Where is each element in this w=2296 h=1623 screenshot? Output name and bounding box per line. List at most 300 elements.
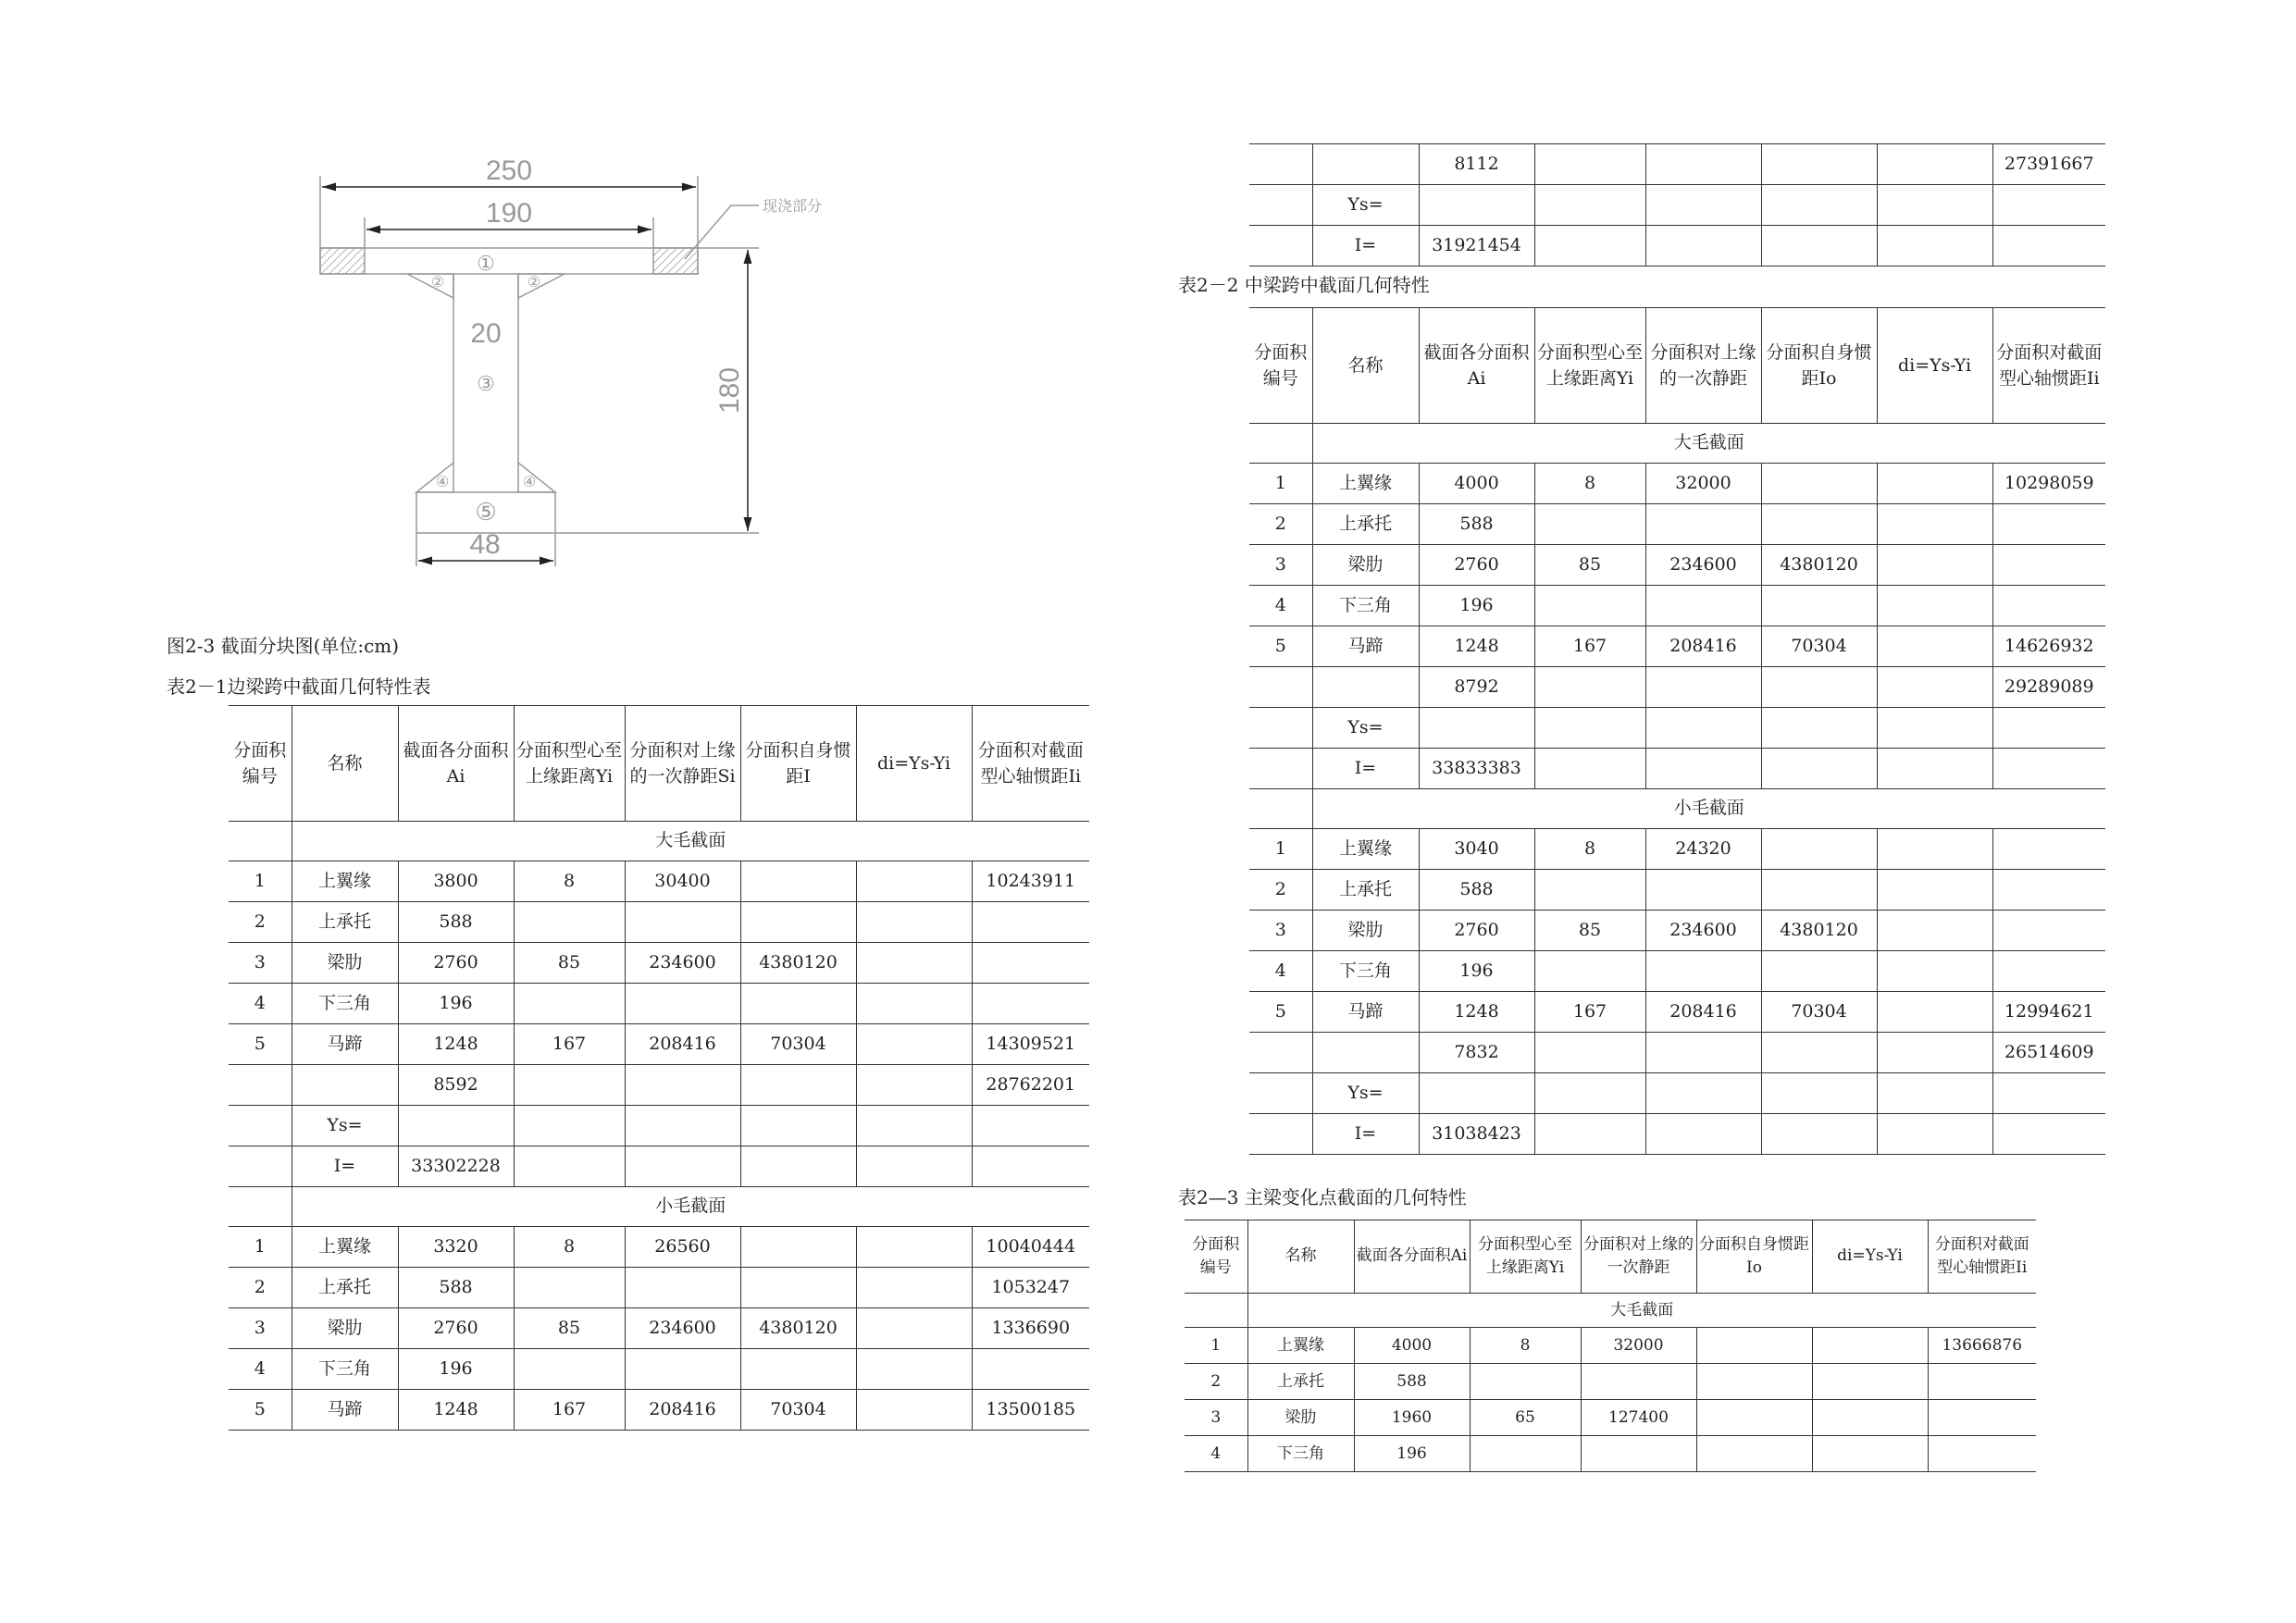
part-label-1: ① (477, 252, 495, 275)
section-title: 小毛截面 (1312, 789, 2105, 829)
table3 (1185, 1220, 2036, 1472)
header-cell: 分面积编号 (1249, 308, 1312, 424)
table-row (229, 1227, 1089, 1268)
table-cell: 5 (1249, 626, 1312, 667)
table-cell: 7832 (1419, 1033, 1534, 1073)
table-cell (1534, 504, 1645, 545)
table-cell (1812, 1364, 1928, 1400)
table-cell (1761, 1073, 1877, 1114)
table-cell (625, 1065, 740, 1106)
table-cell (972, 902, 1089, 943)
table-cell (1877, 504, 1992, 545)
table-cell (1249, 708, 1312, 749)
table-row (229, 984, 1089, 1024)
table-cell (1928, 1400, 2036, 1436)
table-cell (1581, 1436, 1696, 1472)
table-cell (1419, 185, 1534, 226)
table-cell: 下三角 (1247, 1436, 1354, 1472)
dim-height: 180 (714, 366, 745, 415)
table-row (1249, 1033, 2105, 1073)
table-cell (1761, 708, 1877, 749)
section-row (1249, 789, 2105, 829)
table-cell (1249, 144, 1312, 185)
table-cell (1928, 1364, 2036, 1400)
table-cell: 下三角 (1312, 951, 1419, 992)
table-row (1249, 144, 2105, 185)
part-label-2a: ② (430, 275, 445, 291)
table-row (229, 943, 1089, 984)
table-cell (740, 1146, 856, 1187)
table-cell (514, 984, 625, 1024)
table-cell: 2 (229, 902, 292, 943)
table-cell (1877, 144, 1992, 185)
table-cell: 4 (1249, 951, 1312, 992)
table-cell: 8112 (1419, 144, 1534, 185)
table-cell: 梁肋 (1312, 545, 1419, 586)
table-cell: 3800 (398, 861, 514, 902)
table-cell: 3 (229, 1308, 292, 1349)
table-cell (625, 1106, 740, 1146)
table-cell (1645, 951, 1761, 992)
table1-caption: 表2－1边梁跨中截面几何特性表 (167, 675, 431, 698)
table-row (1249, 185, 2105, 226)
table-cell (1761, 870, 1877, 911)
table-cell (856, 1308, 972, 1349)
table-cell (1534, 708, 1645, 749)
table-cell (1761, 667, 1877, 708)
table-cell: 10298059 (1992, 464, 2105, 504)
table-cell (1877, 545, 1992, 586)
table-cell: 588 (1419, 504, 1534, 545)
table-cell: 29289089 (1992, 667, 2105, 708)
table-cell (625, 984, 740, 1024)
table-cell: 马蹄 (1312, 992, 1419, 1033)
table-cell (1534, 749, 1645, 789)
table-row (1249, 226, 2105, 266)
table-cell (856, 1146, 972, 1187)
table-cell (1645, 144, 1761, 185)
table-cell (1696, 1328, 1812, 1364)
table-cell (1761, 1114, 1877, 1155)
header-cell: 截面各分面积Ai (1419, 308, 1534, 424)
table-cell: 1 (1249, 464, 1312, 504)
table-cell: 70304 (1761, 626, 1877, 667)
table-cell (1812, 1400, 1928, 1436)
table-cell: 27391667 (1992, 144, 2105, 185)
table-cell (1761, 951, 1877, 992)
table-cell (1992, 708, 2105, 749)
table-cell (740, 861, 856, 902)
table-cell: 167 (1534, 992, 1645, 1033)
table-cell: 2760 (1419, 911, 1534, 951)
part-label-4b: ④ (522, 475, 537, 490)
table-cell (1877, 226, 1992, 266)
table-cell: 1 (1185, 1328, 1247, 1364)
table-cell: 3320 (398, 1227, 514, 1268)
table-cell (625, 1146, 740, 1187)
table-cell: 70304 (740, 1024, 856, 1065)
table-cell: 196 (1419, 586, 1534, 626)
table-cell: 4 (229, 1349, 292, 1390)
table-cell: 1336690 (972, 1308, 1089, 1349)
table-cell (1877, 749, 1992, 789)
table-row (1249, 545, 2105, 586)
table-cell (1992, 829, 2105, 870)
table-cell (1877, 185, 1992, 226)
table-cell: 梁肋 (292, 943, 398, 984)
table-cell: 208416 (625, 1024, 740, 1065)
table-cell (1761, 829, 1877, 870)
table-cell (1696, 1436, 1812, 1472)
header-cell: 分面积型心至上缘距离Yi (1470, 1220, 1581, 1294)
table-row (229, 861, 1089, 902)
table-cell: 1 (1249, 829, 1312, 870)
table-cell (740, 1268, 856, 1308)
table-cell: 14626932 (1992, 626, 2105, 667)
table-cell (1992, 1114, 2105, 1155)
table-cell: 65 (1470, 1400, 1581, 1436)
table-cell: 2760 (1419, 545, 1534, 586)
table-cell (972, 943, 1089, 984)
table-cell (1877, 586, 1992, 626)
table-cell: 8 (514, 1227, 625, 1268)
section-row (1249, 424, 2105, 464)
table-cell (740, 984, 856, 1024)
blank-cell (1249, 789, 1312, 829)
table-cell: 85 (514, 943, 625, 984)
table-cell (1534, 1033, 1645, 1073)
table-cell (1761, 464, 1877, 504)
table-cell: 32000 (1581, 1328, 1696, 1364)
table-cell: 2 (1185, 1364, 1247, 1400)
table-cell: 5 (229, 1390, 292, 1431)
table-cell: 8 (514, 861, 625, 902)
table-cell: 167 (1534, 626, 1645, 667)
table-cell (1249, 1114, 1312, 1155)
table-cell (740, 1065, 856, 1106)
table-row (229, 1024, 1089, 1065)
table-row (229, 1106, 1089, 1146)
table-cell (292, 1065, 398, 1106)
table-cell: 167 (514, 1024, 625, 1065)
table-cell: 85 (1534, 911, 1645, 951)
table-cell: 上承托 (1312, 870, 1419, 911)
table-cell (1877, 911, 1992, 951)
table-cell: 8592 (398, 1065, 514, 1106)
header-cell: 分面积型心至上缘距离Yi (1534, 308, 1645, 424)
table-cell (1877, 1033, 1992, 1073)
table-cell (972, 1349, 1089, 1390)
section-title: 大毛截面 (292, 822, 1089, 861)
table-cell: 33833383 (1419, 749, 1534, 789)
table-cell: 3 (229, 943, 292, 984)
table-cell: 208416 (1645, 626, 1761, 667)
table-cell: 26560 (625, 1227, 740, 1268)
table-cell: 3040 (1419, 829, 1534, 870)
table-cell (1645, 1073, 1761, 1114)
table-cell (1645, 586, 1761, 626)
table-cell: 234600 (625, 1308, 740, 1349)
table-cell: 4380120 (740, 943, 856, 984)
table-cell (1645, 667, 1761, 708)
table-cell: 2 (1249, 870, 1312, 911)
table-cell: Ys= (1312, 708, 1419, 749)
table-cell: 1053247 (972, 1268, 1089, 1308)
table-cell: 1248 (398, 1390, 514, 1431)
table-cell: 4000 (1419, 464, 1534, 504)
table-cell: 30400 (625, 861, 740, 902)
table-cell: 上翼缘 (1247, 1328, 1354, 1364)
table-row (1249, 870, 2105, 911)
table-cell (1645, 1114, 1761, 1155)
table-row (1249, 992, 2105, 1033)
table-cell (1645, 870, 1761, 911)
table-cell (1812, 1328, 1928, 1364)
table-cell (1992, 226, 2105, 266)
table-cell (1877, 464, 1992, 504)
section-title: 大毛截面 (1247, 1294, 2036, 1328)
table-cell: 4000 (1354, 1328, 1470, 1364)
table-cell (740, 1106, 856, 1146)
table-cell (856, 1349, 972, 1390)
table-cell: 33302228 (398, 1146, 514, 1187)
table-cell (1761, 749, 1877, 789)
table-cell (1696, 1400, 1812, 1436)
table-cell (1877, 1114, 1992, 1155)
table-cell (1312, 1033, 1419, 1073)
table-cell: 85 (1534, 545, 1645, 586)
table-cell (1419, 708, 1534, 749)
table-cell: 4380120 (1761, 911, 1877, 951)
table-cell: 上承托 (1312, 504, 1419, 545)
table-cell (1534, 226, 1645, 266)
table-cell (625, 902, 740, 943)
table-cell: 下三角 (292, 984, 398, 1024)
table-cell (1761, 144, 1877, 185)
table-cell (625, 1268, 740, 1308)
table-cell: 梁肋 (292, 1308, 398, 1349)
table-row (1249, 586, 2105, 626)
table-cell (1812, 1436, 1928, 1472)
table-cell: 梁肋 (1312, 911, 1419, 951)
table-cell: 下三角 (292, 1349, 398, 1390)
table-cell: 上承托 (292, 1268, 398, 1308)
table-cell: 1248 (398, 1024, 514, 1065)
table-row (1185, 1436, 2036, 1472)
table-cell (1249, 749, 1312, 789)
table-cell (1534, 586, 1645, 626)
table-cell: I= (1312, 1114, 1419, 1155)
table-cell (972, 1146, 1089, 1187)
table-cell (972, 984, 1089, 1024)
table-row (229, 1349, 1089, 1390)
header-cell: 截面各分面积Ai (1354, 1220, 1470, 1294)
dim-top-width: 250 (485, 155, 533, 186)
table-cell: 8 (1534, 464, 1645, 504)
table-cell: 2760 (398, 943, 514, 984)
table-cell (856, 861, 972, 902)
table-cell: 下三角 (1312, 586, 1419, 626)
table-cell (1312, 667, 1419, 708)
table-cell: 13500185 (972, 1390, 1089, 1431)
table-cell (1761, 1033, 1877, 1073)
table-cell: 167 (514, 1390, 625, 1431)
table3-caption: 表2—3 主梁变化点截面的几何特性 (1178, 1186, 1467, 1208)
table-cell: 26514609 (1992, 1033, 2105, 1073)
header-cell: 分面积自身惯距Io (1761, 308, 1877, 424)
table-cell: 70304 (1761, 992, 1877, 1033)
table-row (1249, 708, 2105, 749)
table-cell (1992, 1073, 2105, 1114)
header-cell: 分面积编号 (1185, 1220, 1247, 1294)
table-cell: 196 (1354, 1436, 1470, 1472)
table-cell (1645, 708, 1761, 749)
table-row (1249, 911, 2105, 951)
table-cell (1877, 992, 1992, 1033)
table-cell (1992, 951, 2105, 992)
table-cell: 24320 (1645, 829, 1761, 870)
table-cell: 14309521 (972, 1024, 1089, 1065)
section-row (229, 822, 1089, 861)
table-row (1249, 829, 2105, 870)
table-cell: 马蹄 (1312, 626, 1419, 667)
header-cell: di=Ys-Yi (856, 706, 972, 822)
dim-web-width: 20 (470, 318, 502, 349)
blank-cell (1249, 424, 1312, 464)
table-cell: 8 (1534, 829, 1645, 870)
table-cell (1928, 1436, 2036, 1472)
header-cell: 分面积对截面型心轴惯距Ii (972, 706, 1089, 822)
table-cell (1645, 1033, 1761, 1073)
table-cell (1761, 226, 1877, 266)
table-cell (1470, 1436, 1581, 1472)
table-cell: 85 (514, 1308, 625, 1349)
table-cell (1645, 185, 1761, 226)
table-cell (514, 902, 625, 943)
table-cell (740, 902, 856, 943)
table-cell: 28762201 (972, 1065, 1089, 1106)
table-cell: 1 (229, 1227, 292, 1268)
table-cell (398, 1106, 514, 1146)
header-cell: di=Ys-Yi (1812, 1220, 1928, 1294)
table-cell: 13666876 (1928, 1328, 2036, 1364)
table-cell (1645, 749, 1761, 789)
table-cell (1877, 870, 1992, 911)
table-cell (1992, 504, 2105, 545)
table-cell (1992, 749, 2105, 789)
header-cell: 分面积型心至上缘距离Yi (514, 706, 625, 822)
table-cell (514, 1106, 625, 1146)
table-cell (856, 1268, 972, 1308)
table-cell: Ys= (292, 1106, 398, 1146)
table-cell: 2 (1249, 504, 1312, 545)
header-cell: 分面积对上缘的一次静距 (1645, 308, 1761, 424)
table-row (1249, 749, 2105, 789)
section-diagram (305, 148, 861, 583)
header-cell: 截面各分面积Ai (398, 706, 514, 822)
blank-cell (229, 1187, 292, 1227)
dim-bottom-width: 48 (469, 529, 501, 560)
header-cell: di=Ys-Yi (1877, 308, 1992, 424)
table-row (229, 1146, 1089, 1187)
table-row (1249, 1073, 2105, 1114)
table-cell (856, 943, 972, 984)
table-cell (740, 1227, 856, 1268)
table-cell (514, 1349, 625, 1390)
table-row (1185, 1364, 2036, 1400)
header-cell: 分面积自身惯距I (740, 706, 856, 822)
table-cell: 2 (229, 1268, 292, 1308)
annotation-cast-in-place: 现浇部分 (763, 199, 823, 215)
header-cell: 名称 (292, 706, 398, 822)
header-cell: 名称 (1312, 308, 1419, 424)
table-row (1249, 464, 2105, 504)
table2-caption: 表2－2 中梁跨中截面几何特性 (1178, 274, 1430, 296)
table-cell (1249, 667, 1312, 708)
section-row (1185, 1294, 2036, 1328)
table1 (229, 705, 1089, 1431)
part-label-4a: ④ (435, 475, 450, 490)
table-cell: 10243911 (972, 861, 1089, 902)
table-cell (1877, 708, 1992, 749)
table-cell (1581, 1364, 1696, 1400)
table-cell: 32000 (1645, 464, 1761, 504)
table-cell: 127400 (1581, 1400, 1696, 1436)
table-row (229, 1268, 1089, 1308)
table-cell (1992, 870, 2105, 911)
table-cell (856, 1106, 972, 1146)
header-cell: 分面积对上缘的一次静距 (1581, 1220, 1696, 1294)
blank-cell (229, 822, 292, 861)
table-cell: 马蹄 (292, 1390, 398, 1431)
table-cell: 1248 (1419, 992, 1534, 1033)
table-cell: 588 (398, 1268, 514, 1308)
table-cell (514, 1268, 625, 1308)
table-cell: 4 (229, 984, 292, 1024)
table-cell: 10040444 (972, 1227, 1089, 1268)
table-cell: I= (1312, 749, 1419, 789)
table-cell (1645, 226, 1761, 266)
table-cell: 588 (398, 902, 514, 943)
table-cell (1761, 504, 1877, 545)
section-title: 大毛截面 (1312, 424, 2105, 464)
table-cell (1761, 586, 1877, 626)
table-cell (1249, 1073, 1312, 1114)
table-cell: 588 (1354, 1364, 1470, 1400)
table-cell (1249, 1033, 1312, 1073)
table-cell: 31038423 (1419, 1114, 1534, 1155)
header-cell: 分面积编号 (229, 706, 292, 822)
table-cell (856, 1390, 972, 1431)
table-cell: 4380120 (740, 1308, 856, 1349)
table-row (1249, 626, 2105, 667)
table-cell: 上翼缘 (292, 1227, 398, 1268)
table-cell: 马蹄 (292, 1024, 398, 1065)
table-cell: 12994621 (1992, 992, 2105, 1033)
table-cell (856, 902, 972, 943)
table-cell: 3 (1249, 545, 1312, 586)
table-cell: 70304 (740, 1390, 856, 1431)
table-cell: 4380120 (1761, 545, 1877, 586)
table-cell: 1960 (1354, 1400, 1470, 1436)
header-cell: 分面积对截面型心轴惯距Ii (1928, 1220, 2036, 1294)
table-cell (1992, 185, 2105, 226)
table-cell: 8 (1470, 1328, 1581, 1364)
table-cell: 上翼缘 (1312, 464, 1419, 504)
table-cell (1534, 951, 1645, 992)
section-row (229, 1187, 1089, 1227)
table-cell: 588 (1419, 870, 1534, 911)
